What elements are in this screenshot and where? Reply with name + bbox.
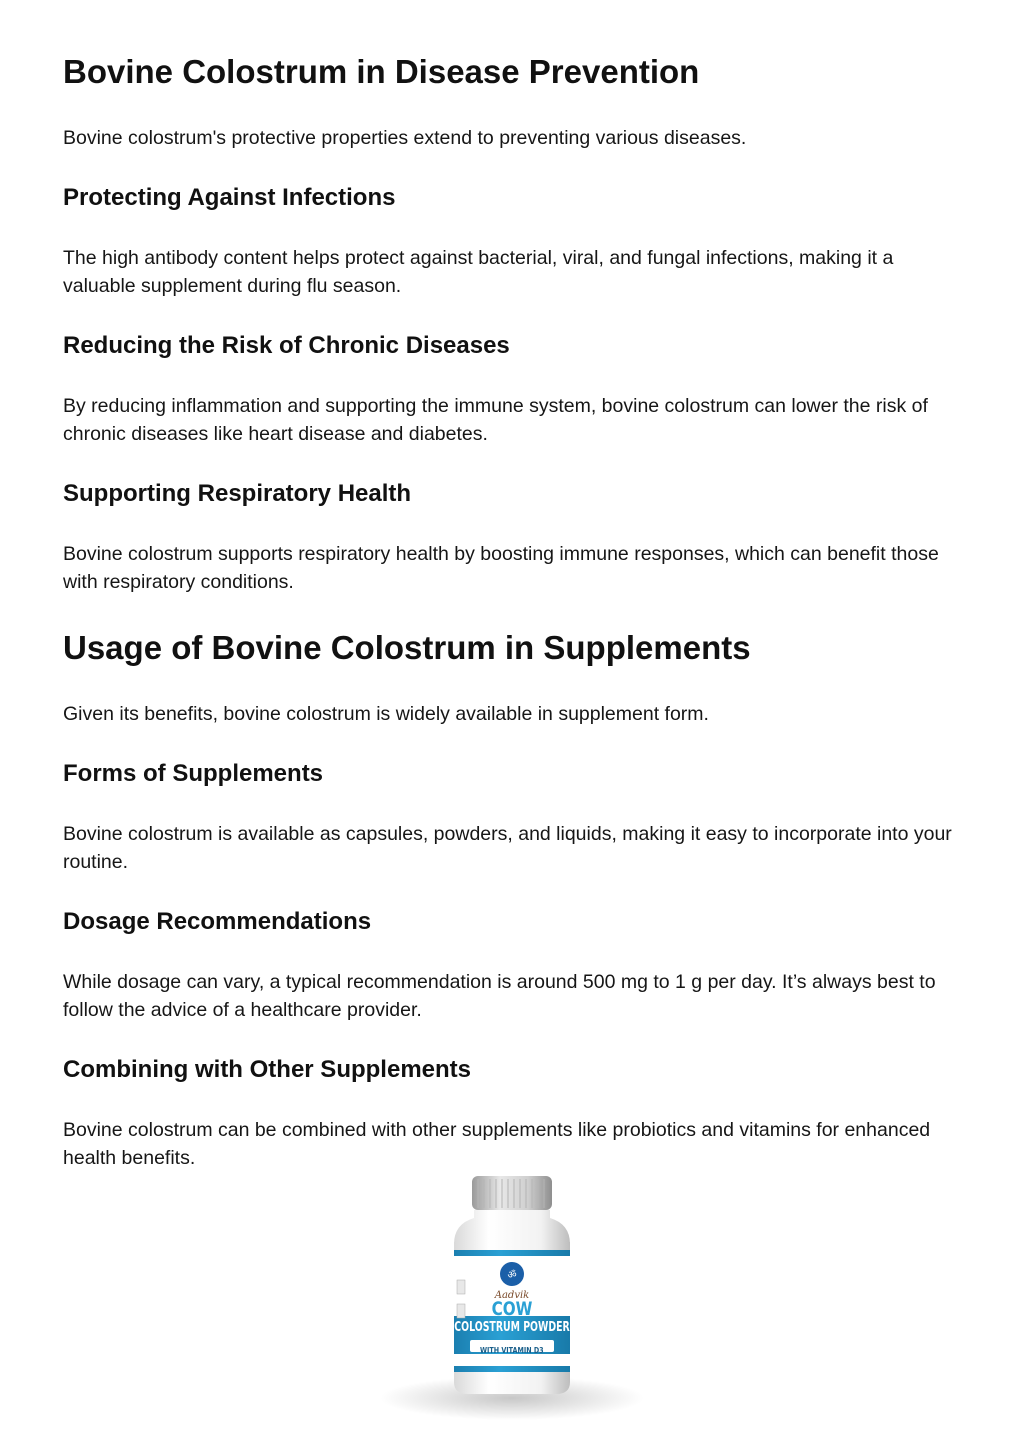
section-title-disease-prevention: Bovine Colostrum in Disease Prevention [63, 53, 700, 90]
subsection-heading: Reducing the Risk of Chronic Diseases [63, 332, 510, 359]
subsection-text: Bovine colostrum can be combined with other supplements like probiotics and vitamins for enhanced health benefits. [63, 1119, 931, 1169]
subsection-heading: Dosage Recommendations [63, 908, 372, 935]
subsection-heading: Combining with Other Supplements [63, 1056, 471, 1083]
product-brand: Aadvik [494, 1290, 530, 1301]
subsection-heading: Protecting Against Infections [63, 184, 396, 211]
section-intro: Given its benefits, bovine colostrum is widely available in supplement form. [63, 703, 709, 725]
subsection-heading: Forms of Supplements [63, 760, 324, 787]
subsection-heading: Supporting Respiratory Health [63, 480, 412, 507]
subsection-text: Bovine colostrum is available as capsules, powders, and liquids, making it easy to incorporate into your routine. [63, 823, 952, 873]
section-title-usage: Usage of Bovine Colostrum in Supplements [63, 629, 751, 666]
product-name-line3 [470, 1340, 554, 1355]
product-bottle-image [378, 1170, 646, 1430]
subsection-text: Bovine colostrum supports respiratory health by boosting immune responses, which can benefit those with respiratory conditions. [63, 543, 939, 593]
product-vitamin-label: WITH VITAMIN D3 [480, 1346, 544, 1355]
svg-text:ॐ: ॐ [507, 1270, 517, 1281]
subsection-text: While dosage can vary, a typical recommendation is around 500 mg to 1 g per day. It’s always best to follow the advice of a healthcare provider. [63, 971, 936, 1021]
section-intro: Bovine colostrum's protective properties extend to preventing various diseases. [63, 127, 747, 149]
subsection-text: The high antibody content helps protect against bacterial, viral, and fungal infections, making it a valuable supplement during flu season. [63, 247, 894, 297]
product-name-line2: COLOSTRUM POWDER [454, 1320, 570, 1335]
subsection-text: By reducing inflammation and supporting the immune system, bovine colostrum can lower the risk of chronic diseases like heart disease and diabetes. [63, 395, 928, 445]
product-name-line1: COW [491, 1298, 533, 1320]
